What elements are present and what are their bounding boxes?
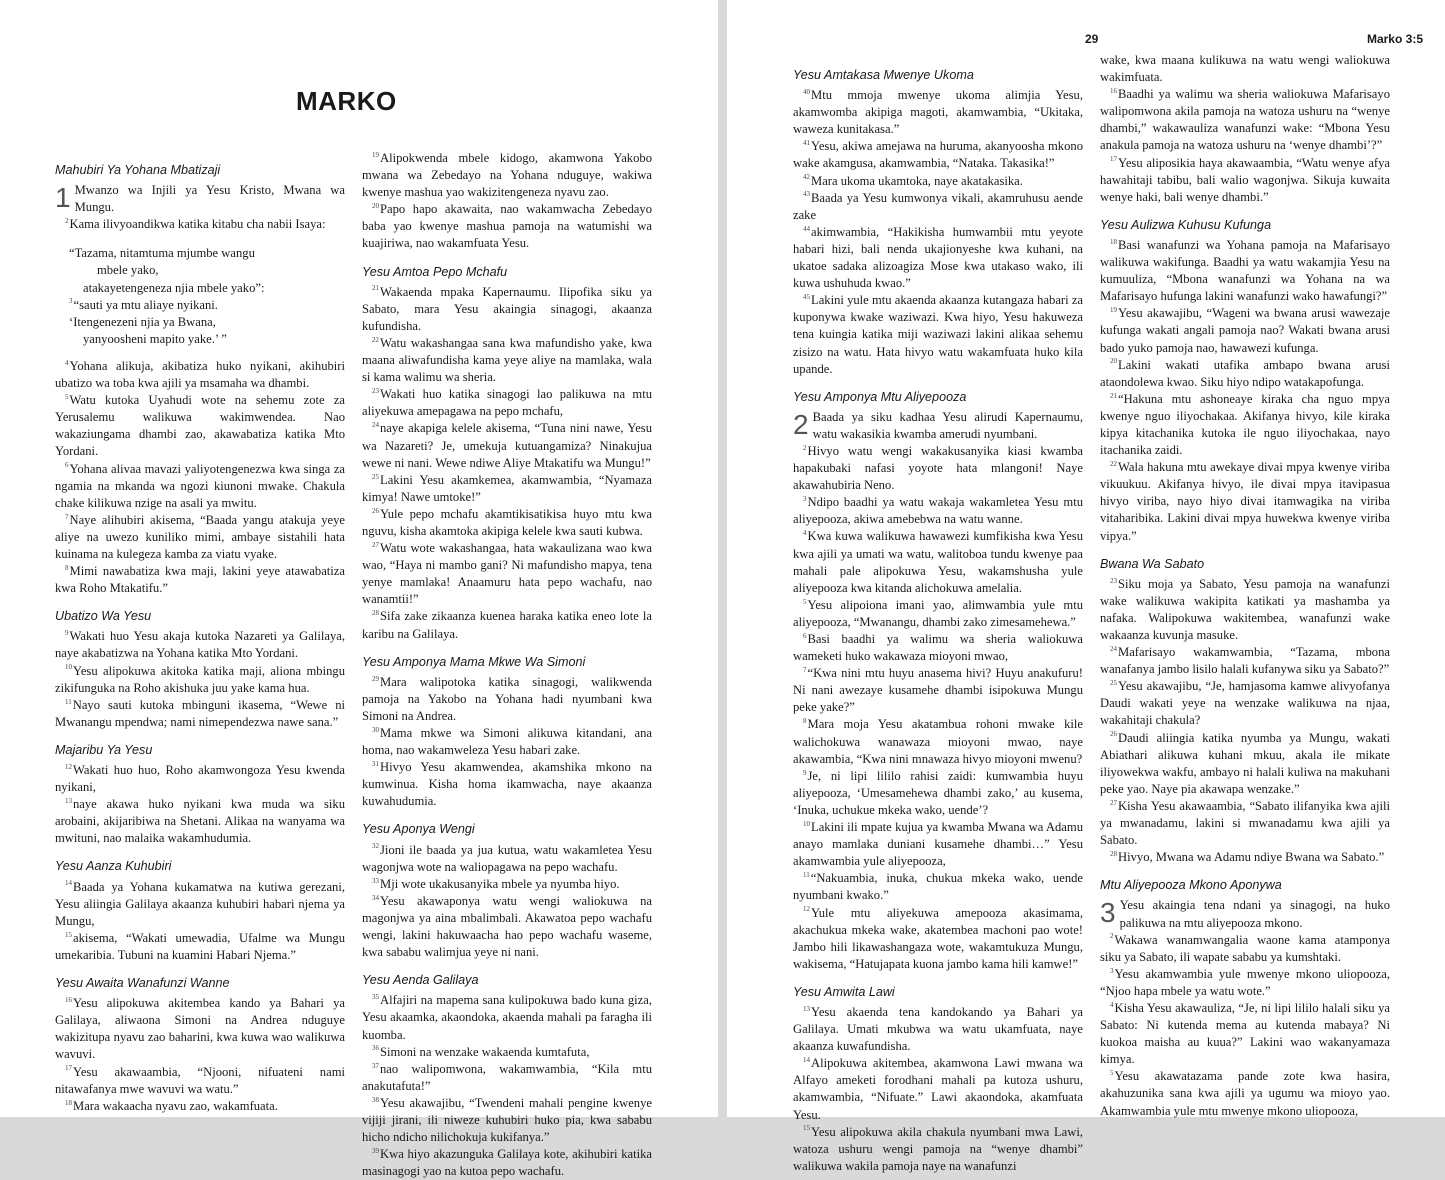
verse-text: Yesu akaenda tena kandokando ya Bahari ya Galilaya. Umati mkubwa wa watu ukamfuata, naye akaanza kuwafundisha. [793, 1004, 1083, 1054]
verse-paragraph [793, 190, 1083, 224]
verse-number: 23 [1110, 576, 1117, 585]
quote-line [69, 331, 345, 348]
verse-paragraph [362, 284, 652, 335]
verse-number: 38 [372, 1095, 379, 1104]
quote-text: yanyoosheni mapito yake.’ ” [83, 331, 227, 346]
section-heading: Mtu Aliyepooza Mkono Aponywa [1100, 878, 1282, 893]
verse-paragraph [55, 1098, 345, 1115]
verse-paragraph [793, 1124, 1083, 1175]
verse-text: Hivyo Yesu akamwendea, akamshika mkono na kumwinua. Kisha homa ikamwacha, naye akaanza kuwahudumia. [362, 760, 652, 809]
verse-text: akimwambia, “Hakikisha humwambii mtu yeyote habari hizi, bali nenda ukajionyeshe kwa kuhani, na ukatoe sadaka alizoagiza Mose kwa utakaso wako, ili kuwa ushuhuda kwao.” [793, 224, 1083, 291]
verse-paragraph [1100, 644, 1390, 678]
verse-paragraph [793, 665, 1083, 716]
quote-line [69, 297, 345, 314]
verse-text: Mara walipotoka katika sinagogi, walikwenda pamoja na Yakobo na Yohana hadi nyumbani kwa Simoni na Andrea. [362, 674, 652, 723]
verse-number: 5 [65, 392, 69, 401]
verse-paragraph [362, 150, 652, 201]
verse-number: 16 [65, 995, 72, 1004]
verse-text: Kisha Yesu akawauliza, “Je, ni lipi lililo halali siku ya Sabato: Ni kutenda mema au kutenda mabaya? Ni kuokoa maisha au kuua?” Lakini wao wakanyamaza kimya. [1100, 1000, 1390, 1067]
verse-text: Siku moja ya Sabato, Yesu pamoja na wanafunzi wake walikuwa wakipita katikati ya mashamba ya nafaka. Walipokuwa wakitembea, wanafunzi wake wakaanza kuvunja masuke. [1100, 576, 1390, 642]
verse-paragraph [55, 879, 345, 930]
chapter-number: 1 [55, 182, 71, 214]
verse-paragraph [55, 628, 345, 662]
verse-paragraph [362, 608, 652, 642]
verse-paragraph [1100, 52, 1390, 86]
verse-text: Lakini wakati utafika ambapo bwana arusi ataondolewa kwao. Siku hiyo ndipo watakapofunga. [1100, 357, 1390, 389]
verse-text: Wakawa wanamwangalia waone kama atamponya siku ya Sabato, ili wapate sababu ya kumshtaki. [1100, 932, 1390, 964]
verse-number: 34 [372, 893, 379, 902]
verse-text: Mama mkwe wa Simoni alikuwa kitandani, ana homa, nao wakamweleza Yesu habari zake. [362, 726, 652, 758]
chapter-number: 3 [1100, 897, 1116, 929]
quote-line [69, 245, 345, 262]
verse-number: 5 [1110, 1069, 1114, 1078]
verse-paragraph [55, 930, 345, 964]
verse-text: Wala hakuna mtu awekaye divai mpya kwenye viriba vikuukuu. Akifanya hivyo, ile divai mpya itavipasua hivyo viriba, nayo hiyo divai itamwagika na viriba vitaharibika. Lakini divai mpya huwekwa kwenye viriba vipya.” [1100, 460, 1390, 543]
verse-paragraph [362, 1095, 652, 1146]
verse-paragraph [1100, 897, 1390, 931]
section-heading: Yesu Amponya Mtu Aliyepooza [793, 389, 967, 404]
verse-number: 25 [372, 472, 379, 481]
verse-text: Hivyo, Mwana wa Adamu ndiye Bwana wa Sabato.” [1118, 850, 1385, 865]
verse-text: Yesu akawaponya watu wengi waliokuwa na magonjwa ya aina mbalimbali. Akawatoa pepo wachafu wengi, lakini hakuwaacha hao pepo wachafu waseme, kwa sababu walimjua yeye ni nani. [362, 893, 652, 960]
verse-number: 33 [372, 876, 379, 885]
verse-paragraph [362, 876, 652, 893]
verse-number: 17 [1110, 155, 1117, 164]
verse-text: Watu wakashangaa sana kwa mafundisho yake, kwa maana aliwafundisha kama yeye aliye na mamlaka, wala si kama walimu wa sheria. [362, 335, 652, 385]
verse-text: Je, ni lipi lililo rahisi zaidi: kumwambia huyu aliyepooza, ‘Umesamehewa dhambi zako,’ au kusema, ‘Inuka, uchukue mkeka wako, uende’? [793, 768, 1083, 817]
verse-paragraph [793, 768, 1083, 819]
verse-number: 9 [65, 629, 69, 638]
verse-paragraph [1100, 305, 1390, 356]
verse-text: Sifa zake zikaanza kuenea haraka katika eneo lote la karibu na Galilaya. [362, 609, 652, 641]
verse-paragraph [793, 716, 1083, 767]
verse-paragraph [362, 506, 652, 540]
verse-paragraph [362, 201, 652, 252]
verse-text: Yesu alipokuwa akila chakula nyumbani mwa Lawi, watoza ushuru wengi pamoja na “wenye dhambi” walikuwa wakila pamoja naye na wanafunzi [793, 1124, 1083, 1173]
section-heading: Bwana Wa Sabato [1100, 556, 1205, 571]
verse-paragraph [55, 358, 345, 392]
verse-paragraph [55, 392, 345, 460]
verse-number: 11 [803, 871, 810, 880]
section-heading: Mahubiri Ya Yohana Mbatizaji [55, 163, 221, 177]
verse-text: Yohana alivaa mavazi yaliyotengenezwa kwa singa za ngamia na mkanda wa ngozi kiunoni mwake. Chakula chake kilikuwa nzige na asali ya mwitu. [55, 461, 345, 510]
verse-number: 24 [1110, 644, 1117, 653]
verse-number: 6 [803, 631, 807, 640]
verse-number: 19 [372, 150, 379, 159]
verse-number: 2 [803, 443, 807, 452]
verse-text: akisema, “Wakati umewadia, Ufalme wa Mungu umekaribia. Tubuni na kuamini Habari Njema.” [55, 930, 345, 962]
verse-number: 39 [372, 1146, 379, 1155]
verse-paragraph [1100, 576, 1390, 644]
verse-number: 29 [372, 674, 379, 683]
verse-number: 3 [1110, 966, 1114, 975]
verse-paragraph [55, 512, 345, 563]
verse-text: Kwa hiyo akazunguka Galilaya kote, akihubiri katika masinagogi yao na kutoa pepo wachafu. [362, 1147, 652, 1179]
verse-text: Alfajiri na mapema sana kulipokuwa bado kuna giza, Yesu akaamka, akaondoka, akaenda mahali pa faragha ili kuomba. [362, 993, 652, 1042]
verse-paragraph [793, 1004, 1083, 1055]
right-page [727, 0, 1445, 1173]
verse-number: 14 [803, 1056, 810, 1065]
verse-paragraph [1100, 966, 1390, 1000]
verse-text: Watu kutoka Uyahudi wote na sehemu zote za Yerusalemu walikuwa wakimwendea. Nao wakaziungama dhambi zao, akawabatiza katika Mto Yordani. [55, 393, 345, 459]
verse-text: Mara ukoma ukamtoka, naye akatakasika. [811, 173, 1023, 188]
verse-number: 2 [1110, 932, 1114, 941]
verse-number: 40 [803, 87, 810, 96]
verse-number: 10 [803, 819, 810, 828]
verse-number: 13 [65, 797, 72, 805]
verse-text: Mji wote ukakusanyika mbele ya nyumba hiyo. [380, 876, 620, 891]
verse-text: Papo hapo akawaita, nao wakamwacha Zebedayo baba yao kwenye mashua pamoja na watumishi wa kuajiriwa, nao wakamfuata Yesu. [362, 202, 652, 251]
verse-text: wake, kwa maana kulikuwa na watu wengi waliokuwa wakimfuata. [1100, 53, 1390, 85]
verse-number: 24 [372, 421, 379, 430]
section-heading: Yesu Aponya Wengi [362, 822, 475, 837]
verse-number: 26 [1110, 730, 1117, 739]
verse-number: 7 [803, 666, 807, 674]
verse-text: Daudi aliingia katika nyumba ya Mungu, wakati Abiathari alikuwa kuhani mkuu, akala ile mikate iliyowekwa wakfu, ambayo ni halali kuliwa na makuhani peke yao. Naye pia akawapa wenzake.” [1100, 730, 1390, 796]
verse-number: 27 [1110, 798, 1117, 807]
verse-text: Yesu akawajibu, “Twendeni mahali pengine kwenye vijiji jirani, ili niweze kuhubiri huko pia, kwa sababu hicho ndicho nilichokuja kukifanya.” [362, 1095, 652, 1145]
verse-paragraph [55, 216, 345, 233]
verse-paragraph [793, 1055, 1083, 1123]
verse-paragraph [55, 995, 345, 1063]
verse-paragraph [55, 796, 345, 847]
verse-text: Basi wanafunzi wa Yohana pamoja na Mafarisayo walikuwa wakifunga. Baadhi ya watu wakamjia Yesu na kumuuliza, “Mbona wanafunzi wa Yohana na wa Mafarisayo hufunga lakini wanafunzi wako hawafungi?” [1100, 237, 1390, 304]
verse-text: Kwa kuwa walikuwa hawawezi kumfikisha kwa Yesu kwa ajili ya umati wa watu, walitoboa tundu kwenye paa mahali pale alipokuwa Yesu, wakamshusha yule aliyepooza kwa kitanda alichokuwa amelalia. [793, 529, 1083, 595]
verse-number: 12 [803, 905, 810, 914]
verse-number: 13 [803, 1004, 810, 1013]
verse-paragraph [362, 472, 652, 506]
verse-paragraph [362, 420, 652, 471]
verse-paragraph [1100, 237, 1390, 305]
verse-number: 28 [372, 609, 379, 618]
verse-paragraph [793, 87, 1083, 138]
verse-number: 43 [803, 190, 810, 199]
verse-text: “Nakuambia, inuka, chukua mkeka wako, uende nyumbani kwako.” [793, 871, 1083, 903]
verse-number: 32 [372, 842, 379, 851]
section-heading: Yesu Amtoa Pepo Mchafu [362, 264, 508, 279]
verse-text: Lakini ili mpate kujua ya kwamba Mwana wa Adamu anayo mamlaka duniani kusamehe dhambi…” Yesu akamwambia yule aliyepooza, [793, 820, 1083, 869]
quote-text: “sauti ya mtu aliaye nyikani. [73, 297, 218, 312]
verse-number: 17 [65, 1064, 72, 1073]
verse-number: 12 [65, 762, 72, 771]
verse-paragraph [793, 443, 1083, 494]
verse-paragraph [793, 870, 1083, 904]
verse-number: 20 [372, 202, 379, 211]
verse-number: 23 [372, 387, 379, 396]
verse-paragraph [55, 182, 345, 216]
verse-text: Yesu akawajibu, “Je, hamjasoma kamwe alivyofanya Daudi wakati yeye na wenzake walikuwa na njaa, wakahitaji chakula? [1100, 679, 1390, 728]
verse-paragraph [362, 540, 652, 608]
quote-text: “Tazama, nitamtuma mjumbe wangu [69, 246, 255, 261]
verse-text: Wakati huo huo, Roho akamwongoza Yesu kwenda nyikani, [55, 763, 345, 795]
verse-number: 8 [803, 717, 807, 726]
page-number: 29 [1085, 32, 1099, 46]
verse-paragraph [362, 759, 652, 810]
verse-text: Mafarisayo wakamwambia, “Tazama, mbona wanafanya jambo lisilo halali kufanywa siku ya Sabato?” [1100, 645, 1390, 677]
verse-number: 20 [1110, 357, 1117, 366]
verse-number: 3 [69, 297, 73, 306]
verse-number: 2 [65, 217, 69, 226]
verse-number: 15 [65, 930, 72, 939]
verse-number: 31 [372, 760, 379, 768]
column-2 [362, 150, 652, 1180]
verse-paragraph [1100, 155, 1390, 206]
verse-number: 44 [803, 224, 810, 233]
verse-number: 14 [65, 879, 72, 888]
verse-paragraph [1100, 798, 1390, 849]
verse-text: Yule mtu aliyekuwa amepooza akasimama, akachukua mkeka wake, akatembea machoni pao wote! Jambo hili likawashangaza wote, wakamtukuza Mungu, wakisema, “Hatujapata kuona jambo kama hili kamwe!” [793, 905, 1083, 971]
verse-text: Yule pepo mchafu akamtikisatikisa huyo mtu kwa nguvu, kisha akamtoka akipiga kelele kwa sauti kubwa. [362, 506, 652, 538]
verse-paragraph [1100, 932, 1390, 966]
verse-number: 21 [1110, 391, 1117, 400]
verse-number: 15 [803, 1124, 810, 1133]
verse-text: Mimi nawabatiza kwa maji, lakini yeye atawabatiza kwa Roho Mtakatifu.” [55, 564, 345, 596]
verse-text: Hivyo watu wengi wakakusanyika kiasi kwamba hapakubaki nafasi yoyote hata mlangoni! Naye akawahubiria Neno. [793, 443, 1083, 493]
verse-paragraph [1100, 1000, 1390, 1068]
verse-number: 22 [1110, 459, 1117, 468]
running-head: Marko 3:5 [1366, 32, 1423, 46]
verse-paragraph [55, 461, 345, 512]
quote-line [69, 262, 345, 279]
verse-paragraph [793, 409, 1083, 443]
verse-paragraph [1100, 391, 1390, 459]
verse-text: Yesu alipokuwa akitembea kando ya Bahari ya Galilaya, aliwaona Simoni na Andrea nduguye wakizitupa nyavu zao baharini, kwa kuwa wao walikuwa wavuvi. [55, 996, 345, 1062]
verse-paragraph [1100, 357, 1390, 391]
verse-text: Baadhi ya walimu wa sheria waliokuwa Mafarisayo walipomwona akila pamoja na watoza ushuru na “wenye dhambi,” wakawauliza wanafunzi wake: “Mbona Yesu anakula pamoja na watoza ushuru na ‘wenye dhambi’?” [1100, 87, 1390, 153]
verse-text: nao walipomwona, wakamwambia, “Kila mtu anakutafuta!” [362, 1061, 652, 1093]
section-heading: Yesu Amtakasa Mwenye Ukoma [793, 68, 974, 82]
verse-text: Watu wote wakashangaa, hata wakaulizana wao kwa wao, “Haya ni mambo gani? Ni mafundisho mapya, tena yenye mamlaka! Anaamuru hata pepo wachafu, nao wanamtii!” [362, 541, 652, 607]
verse-paragraph [793, 173, 1083, 190]
verse-number: 28 [1110, 850, 1117, 859]
verse-number: 11 [65, 697, 72, 706]
verse-text: Nayo sauti kutoka mbinguni ikasema, “Wewe ni Mwanangu mpendwa; nami nimependezwa nawe sana.” [55, 697, 345, 729]
verse-paragraph [362, 1146, 652, 1180]
verse-paragraph [362, 725, 652, 759]
verse-number: 7 [65, 512, 69, 521]
verse-text: Baada ya siku kadhaa Yesu alirudi Kapernaumu, watu wakasikia kwamba amerudi nyumbani. [812, 409, 1083, 441]
verse-text: Naye alihubiri akisema, “Baada yangu atakuja yeye aliye na uwezo kuniliko mimi, ambaye sistahili hata kuinama na kulegeza kamba za viatu vyake. [55, 512, 345, 561]
verse-number: 18 [65, 1098, 72, 1107]
section-heading: Yesu Aulizwa Kuhusu Kufunga [1100, 217, 1272, 232]
verse-text: Yesu akamwambia yule mwenye mkono uliopooza, “Njoo hapa mbele ya watu wote.” [1100, 966, 1390, 998]
verse-text: Mara wakaacha nyavu zao, wakamfuata. [73, 1098, 278, 1113]
verse-text: Basi baadhi ya walimu wa sheria waliokuwa wameketi huko wakawaza mioyoni mwao, [793, 632, 1083, 664]
verse-number: 36 [372, 1044, 379, 1053]
verse-paragraph [362, 992, 652, 1043]
verse-number: 19 [1110, 306, 1117, 315]
column-3 [793, 67, 1083, 1175]
verse-paragraph [362, 386, 652, 420]
verse-number: 22 [372, 335, 379, 344]
section-heading: Ubatizo Wa Yesu [55, 609, 152, 624]
verse-text: Wakati huo katika sinagogi lao palikuwa na mtu aliyekuwa amepagawa na pepo mchafu, [362, 387, 652, 419]
section-heading: Yesu Aenda Galilaya [362, 973, 479, 988]
verse-text: Lakini Yesu akamkemea, akamwambia, “Nyamaza kimya! Nawe umtoke!” [362, 472, 652, 504]
verse-paragraph [55, 762, 345, 796]
verse-text: Yesu akawatazama pande zote kwa hasira, akahuzunika sana kwa ajili ya ugumu wa mioyo yao. Akamwambia yule mtu mwenye mkono uliopooza, [1100, 1069, 1390, 1118]
verse-text: Alipokuwa akitembea, akamwona Lawi mwana wa Alfayo ameketi forodhani mahali pa kutoza ushuru, akamwambia, “Nifuate.” Lawi akaondoka, akamfuata Yesu. [793, 1056, 1083, 1122]
verse-text: “Hakuna mtu ashoneaye kiraka cha nguo mpya kwenye nguo iliyochakaa. Akifanya hivyo, kile kiraka kipya kitachanika kutoka ile nguo iliyochakaa, nayo itachanika zaidi. [1100, 391, 1390, 458]
verse-text: Lakini yule mtu akaenda akaanza kutangaza habari za kuponywa kwake waziwazi. Kwa hiyo, Yesu hakuweza tena kuingia katika miji waziwazi lakini alikaa sehemu zisizo na watu. Hata hivyo watu wakamfuata huko kila upande. [793, 293, 1083, 376]
verse-text: Yesu alipoiona imani yao, alimwambia yule mtu aliyepooza, “Mwanangu, dhambi zako zimesamehewa.” [793, 597, 1083, 629]
verse-paragraph [362, 674, 652, 725]
verse-number: 10 [65, 663, 72, 672]
verse-text: Baada ya Yohana kukamatwa na kutiwa gerezani, Yesu aliingia Galilaya akaanza kuhubiri habari njema ya Mungu, [55, 879, 345, 928]
verse-text: Wakati huo Yesu akaja kutoka Nazareti ya Galilaya, naye akabatizwa na Yohana katika Mto Yordani. [55, 629, 345, 661]
verse-text: Kama ilivyoandikwa katika kitabu cha nabii Isaya: [69, 217, 326, 232]
verse-text: Alipokwenda mbele kidogo, akamwona Yakobo mwana wa Zebedayo na Yohana nduguye, wakiwa kwenye mashua yao wakizitengeneza nyavu zao. [362, 151, 652, 200]
verse-paragraph [793, 597, 1083, 631]
verse-text: Yesu aliposikia haya akawaambia, “Watu wenye afya hawahitaji tabibu, bali walio wagonjwa. Sikuja kuwaita wenye haki, bali wenye dhambi.” [1100, 155, 1390, 204]
section-heading: Majaribu Ya Yesu [55, 742, 153, 757]
verse-paragraph [793, 494, 1083, 528]
verse-paragraph [793, 819, 1083, 870]
verse-number: 3 [803, 495, 807, 504]
verse-text: Yesu akaingia tena ndani ya sinagogi, na huko palikuwa na mtu aliyepooza mkono. [1119, 898, 1390, 930]
verse-text: Baada ya Yesu kumwonya vikali, akamruhusu aende zake [793, 190, 1083, 222]
verse-paragraph [1100, 730, 1390, 798]
verse-paragraph [1100, 459, 1390, 544]
verse-paragraph [55, 1064, 345, 1098]
quote-text: ‘Itengenezeni njia ya Bwana, [69, 314, 216, 329]
verse-number: 37 [372, 1061, 379, 1070]
verse-number: 9 [803, 768, 807, 777]
verse-paragraph [362, 1044, 652, 1061]
verse-number: 45 [803, 293, 810, 302]
verse-number: 27 [372, 540, 379, 549]
verse-text: Simoni na wenzake wakaenda kumtafuta, [380, 1044, 590, 1059]
section-heading: Yesu Amwita Lawi [793, 984, 895, 999]
verse-paragraph [793, 138, 1083, 172]
verse-number: 4 [803, 529, 807, 538]
verse-paragraph [793, 292, 1083, 377]
quote-line [69, 280, 345, 297]
verse-text: Mwanzo wa Injili ya Yesu Kristo, Mwana wa Mungu. [74, 183, 345, 215]
verse-paragraph [55, 563, 345, 597]
section-heading: Yesu Aanza Kuhubiri [55, 859, 172, 874]
verse-number: 30 [372, 725, 379, 734]
verse-paragraph [55, 697, 345, 731]
verse-text: Mtu mmoja mwenye ukoma alimjia Yesu, akamwomba akipiga magoti, akamwambia, “Ukitaka, waweza kunitakasa.” [793, 88, 1083, 137]
verse-text: Wakaenda mpaka Kapernaumu. Ilipofika siku ya Sabato, mara Yesu akaingia sinagogi, akaanza kufundisha. [362, 284, 652, 333]
verse-paragraph [362, 1061, 652, 1095]
book-title: MARKO [296, 86, 397, 116]
verse-number: 16 [1110, 87, 1117, 95]
verse-number: 4 [65, 358, 69, 367]
verse-text: Mara moja Yesu akatambua rohoni mwake kile walichokuwa wanawaza mioyoni mwao, naye akawambia, “Kwa nini mnawaza hivyo mioyoni mwenu? [793, 717, 1083, 766]
left-page [0, 0, 718, 1179]
poetry-quote [69, 245, 345, 348]
verse-text: naye akawa huko nyikani kwa muda wa siku arobaini, akijaribiwa na Shetani. Alikaa na wanyama wa mwituni, nao malaika wakamhudumia. [55, 797, 345, 846]
verse-text: Yesu akawajibu, “Wageni wa bwana arusi wawezaje kufunga wakati angali pamoja nao? Wakati bwana arusi bado yuko pamoja nao, hawawezi kufunga. [1100, 306, 1390, 355]
verse-number: 18 [1110, 237, 1117, 246]
verse-text: “Kwa nini mtu huyu anasema hivi? Huyu anakufuru! Ni nani awezaye kusamehe dhambi isipokuwa Mungu peke yake?” [793, 666, 1083, 715]
verse-paragraph [362, 893, 652, 961]
quote-text: atakayetengeneza njia mbele yako”: [83, 280, 265, 295]
verse-number: 35 [372, 993, 379, 1002]
verse-number: 5 [803, 597, 807, 606]
verse-paragraph [1100, 849, 1390, 866]
quote-text: mbele yako, [97, 263, 159, 278]
verse-paragraph [793, 528, 1083, 596]
verse-paragraph [1100, 86, 1390, 154]
verse-paragraph [793, 905, 1083, 973]
verse-paragraph [793, 224, 1083, 292]
verse-paragraph [362, 335, 652, 386]
verse-number: 25 [1110, 679, 1117, 688]
column-1 [55, 162, 345, 1115]
verse-paragraph [1100, 1068, 1390, 1119]
verse-paragraph [362, 842, 652, 876]
verse-text: Yesu akawaambia, “Njooni, nifuateni nami nitawafanya mwe wavuvi wa watu.” [55, 1064, 345, 1096]
chapter-number: 2 [793, 408, 809, 440]
verse-number: 4 [1110, 1000, 1114, 1009]
verse-number: 26 [372, 506, 379, 515]
verse-number: 41 [803, 139, 810, 148]
verse-text: Yesu alipokuwa akitoka katika maji, aliona mbingu zikifunguka na Roho akishuka juu yake kama hua. [55, 663, 345, 695]
verse-text: Yohana alikuja, akibatiza huko nyikani, akihubiri ubatizo wa toba kwa ajili ya msamaha wa dhambi. [55, 358, 345, 391]
verse-text: naye akapiga kelele akisema, “Tuna nini nawe, Yesu wa Nazareti? Je, umekuja kutuangamiza? Ninakujua wewe ni nani. Wewe ndiwe Aliye Mtakatifu wa Mungu!” [362, 421, 652, 470]
verse-text: Yesu, akiwa amejawa na huruma, akanyoosha mkono wake akamgusa, akamwambia, “Nataka. Takasika!” [793, 139, 1083, 171]
section-heading: Yesu Amponya Mama Mkwe Wa Simoni [362, 654, 586, 669]
section-heading: Yesu Awaita Wanafunzi Wanne [55, 976, 230, 991]
verse-paragraph [55, 663, 345, 697]
verse-number: 6 [65, 461, 69, 470]
verse-paragraph [793, 631, 1083, 665]
verse-paragraph [1100, 678, 1390, 729]
verse-text: Ndipo baadhi ya watu wakaja wakamletea Yesu mtu aliyepooza, akiwa amebebwa na watu wanne. [793, 495, 1083, 527]
column-4 [1100, 52, 1390, 1120]
verse-text: Jioni ile baada ya jua kutua, watu wakamletea Yesu wagonjwa wote na waliopagawa na pepo wachafu. [362, 842, 652, 874]
verse-text: Kisha Yesu akawaambia, “Sabato ilifanyika kwa ajili ya mwanadamu, lakini si mwanadamu kwa ajili ya Sabato. [1100, 798, 1390, 848]
verse-number: 21 [372, 284, 379, 293]
quote-line [69, 314, 345, 331]
verse-number: 8 [65, 563, 69, 572]
verse-number: 42 [803, 173, 810, 182]
